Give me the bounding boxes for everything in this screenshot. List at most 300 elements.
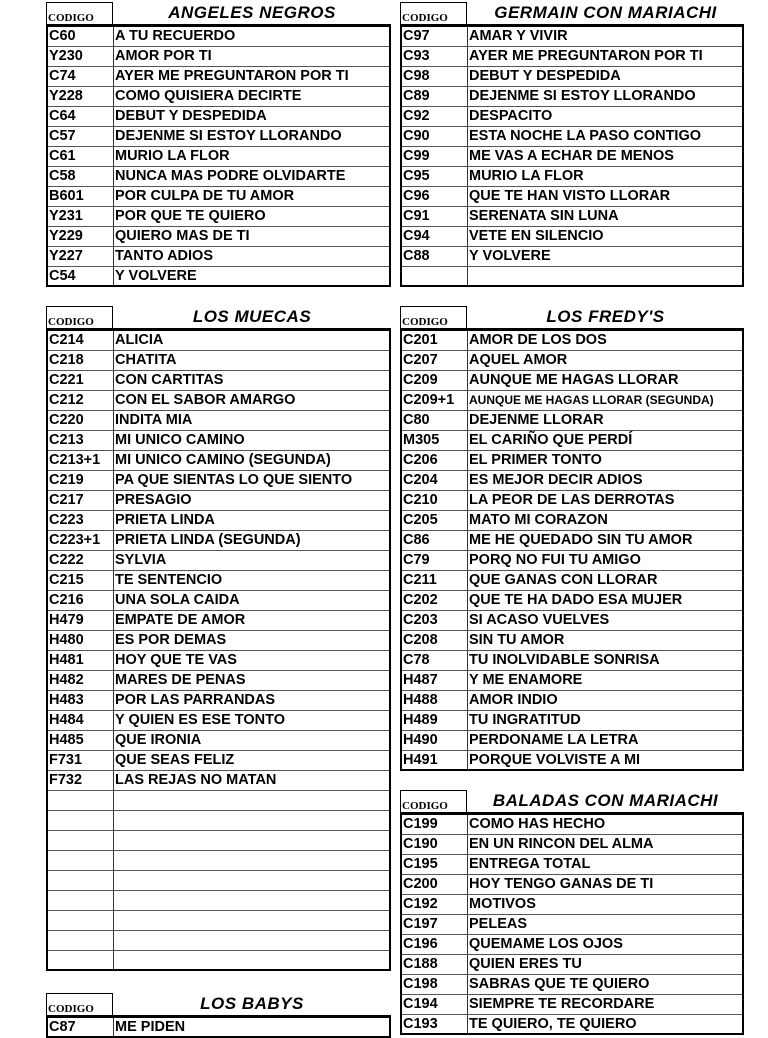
song-title: MURIO LA FLOR [115,148,230,164]
song-code: C211 [402,571,468,590]
song-code: C216 [48,591,114,610]
song-code: C92 [402,107,468,126]
table-row [402,631,742,651]
song-code: C214 [48,331,114,350]
song-code: C205 [402,511,468,530]
table-title: LOS MUECAS [192,307,312,326]
song-code: C79 [402,551,468,570]
table-angeles-negros [46,2,391,287]
song-code: C64 [48,107,114,126]
song-code: C223 [48,511,114,530]
song-title: ME PIDEN [115,1019,186,1035]
song-code [48,871,114,890]
table-row [48,1018,389,1038]
song-title: ESTA NOCHE LA PASO CONTIGO [469,128,702,144]
table-row [402,711,742,731]
song-title [114,831,389,850]
table-body [400,27,744,287]
table-row [48,671,389,691]
table-row [48,391,389,411]
song-code: C193 [402,1015,468,1033]
table-row [48,551,389,571]
song-code: C54 [48,267,114,285]
song-code: C217 [48,491,114,510]
song-code: C213+1 [48,451,114,470]
table-baladas-con-mariachi [400,790,744,1035]
song-title: INDITA MIA [115,412,193,428]
table-row [402,411,742,431]
table-row [48,147,389,167]
song-title: SIN TU AMOR [469,632,565,648]
table-row [402,207,742,227]
song-title: AQUEL AMOR [469,352,568,368]
song-code [48,891,114,910]
song-title: QUE TE HA DADO ESA MUJER [469,592,683,608]
song-title: AUNQUE ME HAGAS LLORAR (SEGUNDA) [469,393,714,407]
song-title: PERDONAME LA LETRA [469,732,639,748]
song-title: AUNQUE ME HAGAS LLORAR [469,372,679,388]
song-title: VETE EN SILENCIO [469,228,604,244]
table-row [48,67,389,87]
song-title: EL CARIÑO QUE PERDÍ [469,432,633,448]
song-title: DEBUT Y DESPEDIDA [115,108,267,124]
codigo-label: CODIGO [400,2,467,24]
table-los-babys [46,993,391,1038]
song-title: MARES DE PENAS [115,672,246,688]
table-row [402,87,742,107]
song-title: POR LAS PARRANDAS [115,692,276,708]
table-row [48,267,389,287]
song-code: C192 [402,895,468,914]
song-code [48,831,114,850]
table-row [402,491,742,511]
codigo-label: CODIGO [400,306,467,328]
song-code: C99 [402,147,468,166]
song-title: QUE GANAS CON LLORAR [469,572,658,588]
song-code: F731 [48,751,114,770]
song-title: QUE SEAS FELIZ [115,752,235,768]
table-row [402,975,742,995]
song-code: H482 [48,671,114,690]
table-row [402,47,742,67]
song-title: NUNCA MAS PODRE OLVIDARTE [115,168,346,184]
song-code: C196 [402,935,468,954]
table-row [402,531,742,551]
song-code: C200 [402,875,468,894]
song-title: ME VAS A ECHAR DE MENOS [469,148,674,164]
song-title: AMAR Y VIVIR [469,28,568,44]
song-title: ES MEJOR DECIR ADIOS [469,472,643,488]
table-row [402,651,742,671]
table-title: LOS BABYS [200,994,304,1013]
song-title: DEBUT Y DESPEDIDA [469,68,621,84]
table-row [402,267,742,287]
song-code: C86 [402,531,468,550]
song-title: CHATITA [115,352,177,368]
song-code: C95 [402,167,468,186]
song-code: C78 [402,651,468,670]
song-title [468,267,742,285]
table-row [48,227,389,247]
table-header [400,790,744,815]
song-title [114,811,389,830]
song-code: C213 [48,431,114,450]
song-title: A TU RECUERDO [115,28,236,44]
table-row [402,227,742,247]
table-row [402,371,742,391]
table-row [48,791,389,811]
song-title: ALICIA [115,332,164,348]
song-code: C96 [402,187,468,206]
table-row [402,591,742,611]
table-row [402,127,742,147]
song-code: C194 [402,995,468,1014]
song-code: C89 [402,87,468,106]
song-code: C208 [402,631,468,650]
song-code: C61 [48,147,114,166]
table-row [48,951,389,971]
song-title: MI UNICO CAMINO [115,432,245,448]
song-title [114,871,389,890]
song-title: COMO QUISIERA DECIRTE [115,88,302,104]
song-title: TANTO ADIOS [115,248,214,264]
table-row [402,731,742,751]
song-title: TU INOLVIDABLE SONRISA [469,652,660,668]
song-code: Y229 [48,227,114,246]
table-row [48,731,389,751]
table-row [48,27,389,47]
song-code: C98 [402,67,468,86]
table-row [48,107,389,127]
table-row [402,995,742,1015]
song-title: PA QUE SIENTAS LO QUE SIENTO [115,472,353,488]
table-row [48,87,389,107]
song-title: PRIETA LINDA [115,512,215,528]
song-title: QUIEN ERES TU [469,956,582,972]
song-code: C207 [402,351,468,370]
song-code: C210 [402,491,468,510]
song-title: POR QUE TE QUIERO [115,208,266,224]
song-code: C190 [402,835,468,854]
song-code: H491 [402,751,468,769]
song-title [114,911,389,930]
table-row [402,187,742,207]
song-title: DEJENME LLORAR [469,412,604,428]
song-code: C197 [402,915,468,934]
song-code: C198 [402,975,468,994]
song-title: MATO MI CORAZON [469,512,608,528]
table-row [48,871,389,891]
song-code: F732 [48,771,114,790]
song-code: H479 [48,611,114,630]
table-row [48,371,389,391]
table-row [402,671,742,691]
table-germain-con-mariachi [400,2,744,287]
table-row [402,451,742,471]
song-code: H490 [402,731,468,750]
codigo-label: CODIGO [400,790,467,812]
song-code: H489 [402,711,468,730]
song-title: PRIETA LINDA (SEGUNDA) [115,532,301,548]
song-code: C204 [402,471,468,490]
song-title: EL PRIMER TONTO [469,452,602,468]
table-row [48,611,389,631]
song-title: PELEAS [469,916,528,932]
table-header [46,993,391,1018]
song-code: C57 [48,127,114,146]
table-row [48,531,389,551]
table-row [48,591,389,611]
song-title: LAS REJAS NO MATAN [115,772,277,788]
table-row [48,207,389,227]
song-title: Y QUIEN ES ESE TONTO [115,712,286,728]
table-row [48,451,389,471]
song-title: DEJENME SI ESTOY LLORANDO [115,128,342,144]
table-row [48,851,389,871]
song-code [48,951,114,969]
table-row [402,751,742,771]
table-body [46,331,391,971]
table-row [48,511,389,531]
song-code: C58 [48,167,114,186]
song-code: C203 [402,611,468,630]
song-title: SABRAS QUE TE QUIERO [469,976,650,992]
codigo-label: CODIGO [46,993,113,1015]
table-row [402,815,742,835]
table-los-fredys [400,306,744,771]
table-row [402,351,742,371]
table-title: BALADAS CON MARIACHI [492,791,719,810]
song-code: C221 [48,371,114,390]
song-code: C91 [402,207,468,226]
song-code: C90 [402,127,468,146]
table-title: GERMAIN CON MARIACHI [494,3,717,22]
song-title: PORQUE VOLVISTE A MI [469,752,641,768]
table-row [402,247,742,267]
table-row [402,431,742,451]
song-title: PRESAGIO [115,492,192,508]
table-row [48,711,389,731]
song-code: H485 [48,731,114,750]
table-body [46,1018,391,1038]
song-code [402,267,468,285]
table-los-muecas [46,306,391,971]
song-title [114,951,389,969]
song-code: C199 [402,815,468,834]
table-body [400,331,744,771]
table-row [48,491,389,511]
song-title: AYER ME PREGUNTARON POR TI [115,68,349,84]
song-title: MOTIVOS [469,896,536,912]
song-code: H483 [48,691,114,710]
song-title: TE SENTENCIO [115,572,223,588]
table-row [402,391,742,411]
song-code: C201 [402,331,468,350]
song-code: C74 [48,67,114,86]
song-title: HOY TENGO GANAS DE TI [469,876,654,892]
song-title: MURIO LA FLOR [469,168,584,184]
song-code [48,811,114,830]
song-title: Y ME ENAMORE [469,672,583,688]
table-row [402,855,742,875]
song-code: C93 [402,47,468,66]
table-row [402,935,742,955]
song-title: HOY QUE TE VAS [115,652,237,668]
song-title [114,851,389,870]
song-title: DEJENME SI ESTOY LLORANDO [469,88,696,104]
table-row [48,691,389,711]
song-code: M305 [402,431,468,450]
table-row [48,247,389,267]
song-title [114,791,389,810]
table-row [48,431,389,451]
table-row [402,571,742,591]
table-row [48,331,389,351]
song-code: C220 [48,411,114,430]
song-code [48,911,114,930]
song-code: C219 [48,471,114,490]
song-code: C222 [48,551,114,570]
table-title: ANGELES NEGROS [168,3,336,22]
song-title [114,931,389,950]
song-code [48,931,114,950]
song-title: LA PEOR DE LAS DERROTAS [469,492,675,508]
song-title: Y VOLVERE [469,248,551,264]
song-title: QUIERO MAS DE TI [115,228,250,244]
song-title: EN UN RINCON DEL ALMA [469,836,654,852]
song-title: TE QUIERO, TE QUIERO [469,1016,637,1032]
song-code: C94 [402,227,468,246]
song-title: PORQ NO FUI TU AMIGO [469,552,641,568]
table-row [48,351,389,371]
song-code: C80 [402,411,468,430]
table-row [402,955,742,975]
table-row [48,751,389,771]
song-code: B601 [48,187,114,206]
table-row [48,127,389,147]
table-row [48,651,389,671]
song-title: ES POR DEMAS [115,632,227,648]
table-row [402,511,742,531]
codigo-label: CODIGO [46,2,113,24]
song-title: DESPACITO [469,108,553,124]
table-row [402,167,742,187]
table-header [46,306,391,331]
song-title: QUEMAME LOS OJOS [469,936,623,952]
table-row [48,411,389,431]
song-title: AMOR INDIO [469,692,558,708]
song-code: C195 [402,855,468,874]
table-body [400,815,744,1035]
table-row [402,895,742,915]
song-title: POR CULPA DE TU AMOR [115,188,295,204]
song-title: CON EL SABOR AMARGO [115,392,296,408]
table-row [402,691,742,711]
table-row [402,67,742,87]
table-row [402,875,742,895]
song-code: H481 [48,651,114,670]
song-code: C212 [48,391,114,410]
table-header [400,2,744,27]
table-header [46,2,391,27]
table-row [48,811,389,831]
song-title: CON CARTITAS [115,372,224,388]
table-body [46,27,391,287]
table-row [402,107,742,127]
table-row [48,771,389,791]
table-row [48,571,389,591]
table-row [402,27,742,47]
song-code: Y228 [48,87,114,106]
table-row [402,835,742,855]
song-code: C223+1 [48,531,114,550]
table-row [402,331,742,351]
codigo-label: CODIGO [46,306,113,328]
song-code: C87 [48,1018,114,1036]
table-row [402,551,742,571]
song-code: C215 [48,571,114,590]
table-header [400,306,744,331]
table-row [48,931,389,951]
table-row [402,471,742,491]
song-title: EMPATE DE AMOR [115,612,246,628]
table-row [48,911,389,931]
song-code: C202 [402,591,468,610]
song-code: C60 [48,27,114,46]
song-code [48,851,114,870]
song-title: COMO HAS HECHO [469,816,606,832]
song-title: Y VOLVERE [115,268,197,284]
song-title: SERENATA SIN LUNA [469,208,619,224]
song-code: Y231 [48,207,114,226]
table-row [48,891,389,911]
table-row [48,631,389,651]
table-row [48,471,389,491]
table-row [48,47,389,67]
song-title: UNA SOLA CAIDA [115,592,240,608]
song-code: C209+1 [402,391,468,410]
song-code: H484 [48,711,114,730]
table-title: LOS FREDY'S [546,307,665,326]
song-code: C88 [402,247,468,266]
table-row [48,187,389,207]
song-title: ME HE QUEDADO SIN TU AMOR [469,532,693,548]
song-code: C206 [402,451,468,470]
song-title: SI ACASO VUELVES [469,612,610,628]
table-row [402,1015,742,1035]
table-row [402,147,742,167]
song-title: TU INGRATITUD [469,712,581,728]
song-code: C188 [402,955,468,974]
song-title: SYLVIA [115,552,167,568]
song-code: H487 [402,671,468,690]
song-title: MI UNICO CAMINO (SEGUNDA) [115,452,331,468]
song-title: AYER ME PREGUNTARON POR TI [469,48,703,64]
table-row [402,915,742,935]
song-code: Y227 [48,247,114,266]
song-code: Y230 [48,47,114,66]
song-code: C218 [48,351,114,370]
song-code: H488 [402,691,468,710]
song-title [114,891,389,910]
table-row [48,167,389,187]
song-code: H480 [48,631,114,650]
song-title: AMOR POR TI [115,48,212,64]
song-title: AMOR DE LOS DOS [469,332,607,348]
song-code [48,791,114,810]
song-code: C209 [402,371,468,390]
song-title: QUE IRONIA [115,732,202,748]
